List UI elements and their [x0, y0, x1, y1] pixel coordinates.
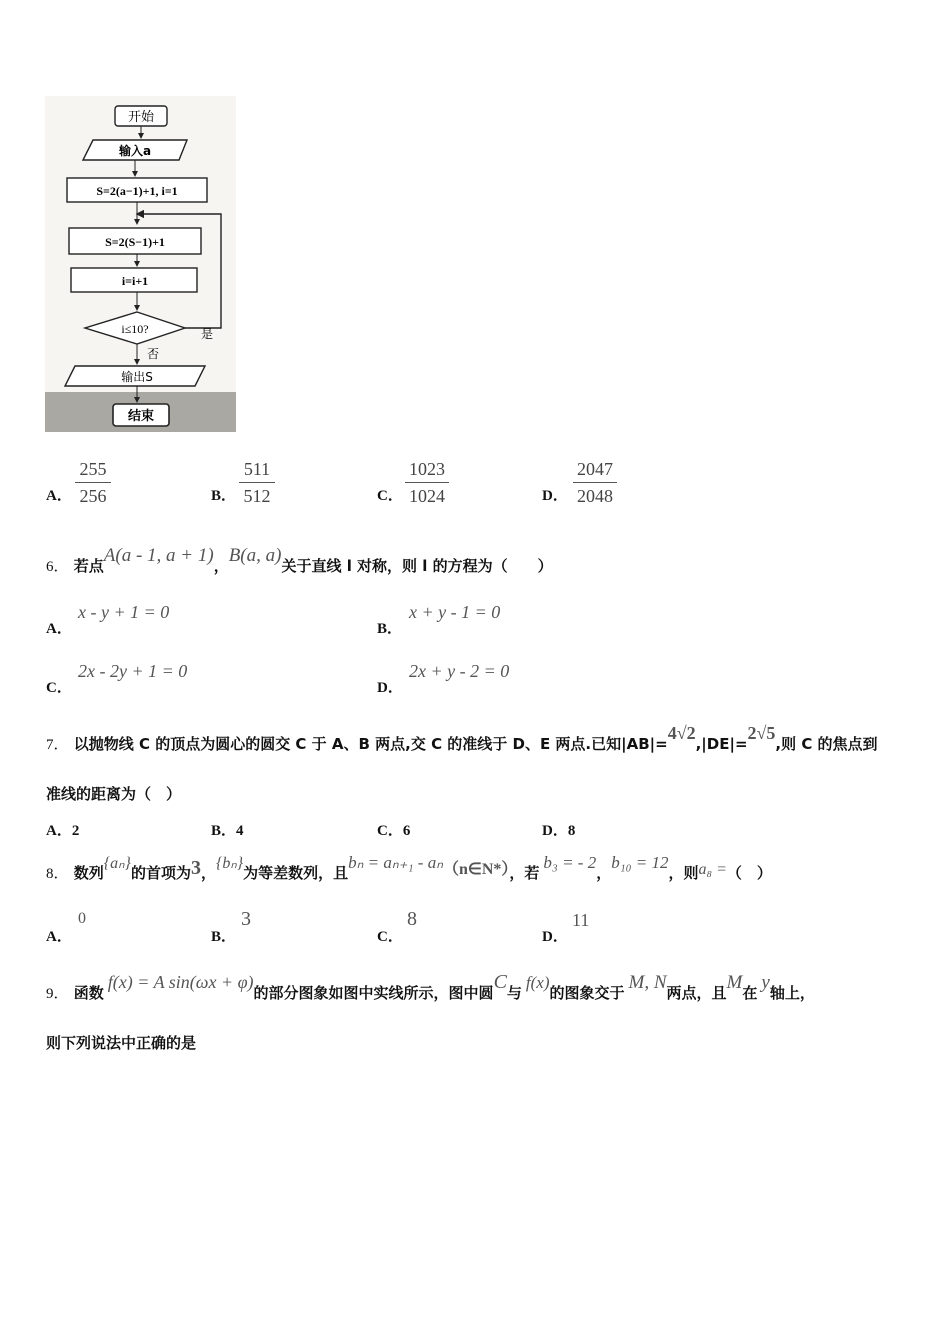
q7-text-b: ,|DE|=	[695, 735, 748, 753]
q5-option-a-value	[76, 456, 110, 509]
q6-point-b: B(a, a)	[228, 545, 282, 566]
q7-number: 7．	[46, 737, 69, 753]
q5-option-d-den: 2048	[577, 486, 613, 506]
q7-line-2: 准线的距离为（ ）	[46, 785, 182, 803]
q5-option-a-num: 255	[79, 459, 107, 479]
q8-option-d-letter[interactable]: D．	[542, 929, 568, 945]
q6-text-post: 关于直线 l 对称，则 l 的方程为（ ）	[281, 557, 553, 575]
q8-a8: a₈ =	[698, 861, 727, 878]
q7-text-a: 以抛物线 C 的顶点为圆心的圆交 C 于 A、B 两点,交 C 的准线于 D、E 两点.已知|AB|=	[73, 735, 668, 753]
q9-text-7: 轴上，	[769, 984, 815, 1002]
q7-option-d-letter: D．	[542, 823, 568, 839]
q5-option-c-num: 1023	[409, 459, 445, 479]
q7-option-a[interactable]	[46, 819, 79, 840]
q8-option-a-value: 0	[78, 910, 86, 927]
q9-text-2: 的部分图象如图中实线所示，图中圆	[253, 984, 494, 1002]
q8-option-b-letter[interactable]: B．	[211, 929, 237, 945]
q9-function: f(x) = A sin(ωx + φ)	[107, 972, 254, 992]
q7-option-b-value: 4	[236, 823, 244, 839]
q5-option-c-value	[406, 456, 448, 509]
q6-option-d-expr: 2x + y - 2 = 0	[409, 661, 510, 681]
q8-text-6: ，	[596, 864, 612, 882]
q9-y: y	[761, 972, 770, 993]
q5-option-d-letter[interactable]: D．	[542, 488, 568, 504]
flowchart-step1-label: S=2(S−1)+1	[105, 235, 165, 249]
q8-b3: b₃ = - 2	[543, 853, 597, 872]
q5-option-c-den: 1024	[409, 486, 445, 506]
q9-text-3: 与	[506, 984, 522, 1002]
q5-option-d-value	[574, 456, 616, 509]
q5-option-a-den: 256	[79, 486, 107, 506]
q8-option-d-value: 11	[572, 910, 590, 930]
flowchart-init-label: S=2(a−1)+1, i=1	[96, 184, 178, 198]
q7-option-d-value: 8	[567, 823, 576, 839]
q6-option-a-letter[interactable]: A．	[46, 621, 72, 637]
q7-option-c[interactable]	[377, 819, 410, 840]
q6-option-a-expr: x - y + 1 = 0	[78, 602, 170, 622]
q8-text-4: 为等差数列，且	[243, 864, 349, 882]
q6-option-d-letter[interactable]: D．	[377, 680, 403, 696]
q9-mn: M, N	[628, 972, 667, 993]
q6-option-c-letter[interactable]: C．	[46, 680, 72, 696]
q8-text-1: 数列	[73, 864, 104, 882]
q8-b10: b₁₀ = 12	[611, 853, 669, 872]
q7-option-c-letter: C．	[377, 823, 403, 839]
q8-text-5: ，若	[509, 864, 540, 882]
flowchart-image	[45, 96, 236, 432]
q6-option-b-letter[interactable]: B．	[377, 621, 403, 637]
q8-text-3: ，	[200, 864, 216, 882]
question-6	[46, 540, 553, 593]
q7-option-d[interactable]	[542, 819, 575, 840]
q8-option-c-value: 8	[407, 908, 417, 930]
q8-relation: bₙ = aₙ₊₁ - aₙ	[348, 853, 443, 872]
question-9	[46, 966, 815, 1020]
q9-text-6: 在	[742, 984, 758, 1002]
flowchart-yes-label: 是	[201, 327, 214, 341]
flowchart-decision-label: i≤10?	[121, 322, 149, 336]
q8-first: 3	[190, 857, 201, 879]
q8-text-8: （ ）	[726, 864, 772, 882]
q8-condition: （n∈N*）	[443, 861, 510, 878]
q9-circle-c: C	[493, 971, 507, 993]
q9-text-4: 的图象交于	[549, 984, 625, 1002]
q9-text-5: 两点，且	[666, 984, 727, 1002]
q6-comma: ，	[213, 557, 229, 575]
flowchart-diagram	[45, 96, 236, 432]
q8-option-c-letter[interactable]: C．	[377, 929, 403, 945]
q8-bn: {bₙ}	[215, 855, 244, 872]
q8-number: 8．	[46, 866, 69, 882]
question-7	[46, 718, 878, 770]
q8-text-7: ，则	[668, 864, 699, 882]
q9-m: M	[726, 972, 743, 993]
q5-option-b-letter[interactable]: B．	[211, 488, 237, 504]
flowchart-step2-label: i=i+1	[121, 274, 149, 288]
q5-option-b-num: 511	[243, 459, 271, 479]
q5-option-a-letter[interactable]: A．	[46, 488, 72, 504]
q9-fx: f(x)	[525, 973, 550, 992]
q7-option-a-value: 2	[71, 823, 80, 839]
q7-de-value: 2√5	[747, 723, 776, 743]
q7-ab-value: 4√2	[667, 723, 696, 743]
q7-option-a-letter: A．	[46, 823, 72, 839]
q9-text-1: 函数	[73, 984, 104, 1002]
q7-text-c: ,则 C 的焦点到	[775, 735, 878, 753]
flowchart-end-label: 结束	[127, 409, 155, 424]
q8-option-b-value: 3	[241, 908, 251, 930]
flowchart-no-label: 否	[147, 347, 160, 361]
q6-text-pre: 若点	[73, 557, 104, 575]
q5-option-b-den: 512	[243, 486, 271, 506]
q6-option-c-expr: 2x - 2y + 1 = 0	[78, 661, 188, 681]
q8-an: {aₙ}	[103, 855, 131, 872]
q7-option-b[interactable]	[211, 819, 244, 840]
q6-number: 6．	[46, 559, 69, 575]
flowchart-input-label: 输入a	[118, 144, 152, 158]
q5-option-b-value	[240, 456, 274, 509]
q9-number: 9．	[46, 986, 69, 1002]
question-8	[46, 846, 772, 900]
q8-option-a-letter[interactable]: A．	[46, 929, 72, 945]
q6-point-a: A(a - 1, a + 1)	[103, 545, 214, 566]
q9-line-2: 则下列说法中正确的是	[46, 1034, 197, 1052]
q7-option-b-letter: B．	[211, 823, 237, 839]
q7-option-c-value: 6	[402, 823, 411, 839]
flowchart-output-label: 输出S	[121, 370, 153, 384]
q6-option-b-expr: x + y - 1 = 0	[409, 602, 501, 622]
q8-text-2: 的首项为	[130, 864, 191, 882]
q5-option-d-num: 2047	[577, 459, 613, 479]
q5-option-c-letter[interactable]: C．	[377, 488, 403, 504]
flowchart-start-label: 开始	[127, 110, 155, 125]
